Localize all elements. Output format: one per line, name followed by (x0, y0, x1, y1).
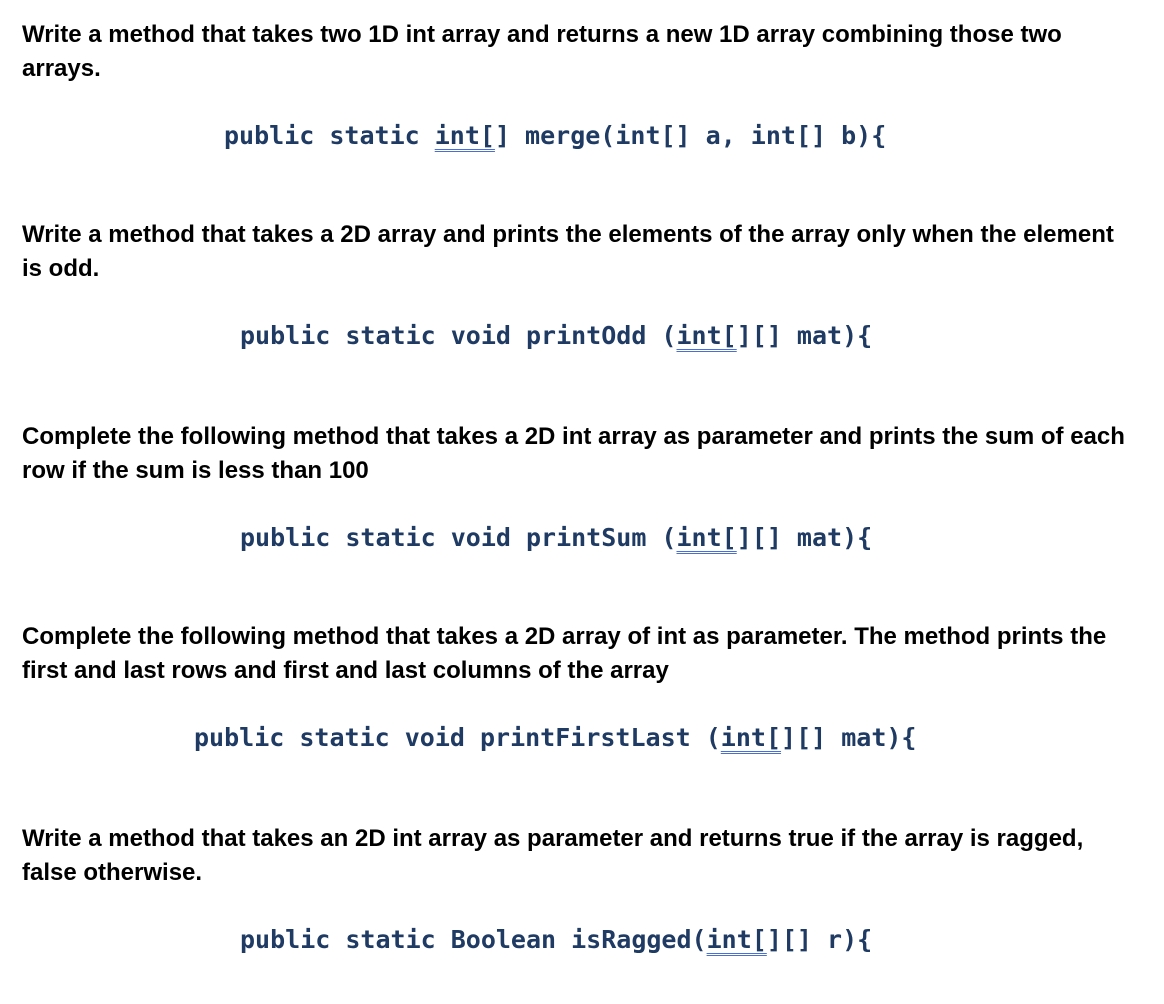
question-4-signature (194, 721, 916, 755)
question-3-prompt: Complete the following method that takes a 2D int array as parameter and prints the sum of each row if the sum is less than 100 (22, 423, 1125, 484)
spellcheck-marked-token: int[ (706, 925, 767, 954)
code-prefix: public static void printOdd ( (240, 321, 677, 350)
question-2-signature (240, 319, 872, 353)
question-5-prompt: Write a method that takes an 2D int array as parameter and returns true if the array is ragged, false otherwise. (22, 825, 1084, 886)
code-prefix: public static void printSum ( (240, 523, 677, 552)
spellcheck-marked-token: int[ (720, 723, 782, 752)
spellcheck-marked-token: int[ (434, 121, 495, 150)
code-suffix: ][] mat){ (736, 523, 873, 552)
question-2-prompt: Write a method that takes a 2D array and prints the elements of the array only when the element is odd. (22, 221, 1114, 282)
code-prefix: public static (224, 121, 435, 150)
code-prefix: public static Boolean isRagged( (240, 925, 707, 954)
question-1-prompt: Write a method that takes two 1D int array and returns a new 1D array combining those two arrays. (22, 21, 1062, 82)
code-suffix: ][] mat){ (736, 321, 873, 350)
code-suffix: ][] r){ (766, 925, 873, 954)
question-4-prompt: Complete the following method that takes a 2D array of int as parameter. The method prints the first and last rows and first and last columns of the array (22, 623, 1107, 684)
code-suffix: ][] mat){ (781, 723, 917, 752)
spellcheck-marked-token: int[ (676, 523, 737, 552)
question-1-signature (224, 119, 886, 153)
spellcheck-marked-token: int[ (676, 321, 737, 350)
code-prefix: public static void printFirstLast ( (194, 723, 721, 752)
question-3-signature (240, 521, 872, 555)
code-suffix: ] merge(int[] a, int[] b){ (494, 121, 887, 150)
question-5-signature (240, 923, 872, 957)
